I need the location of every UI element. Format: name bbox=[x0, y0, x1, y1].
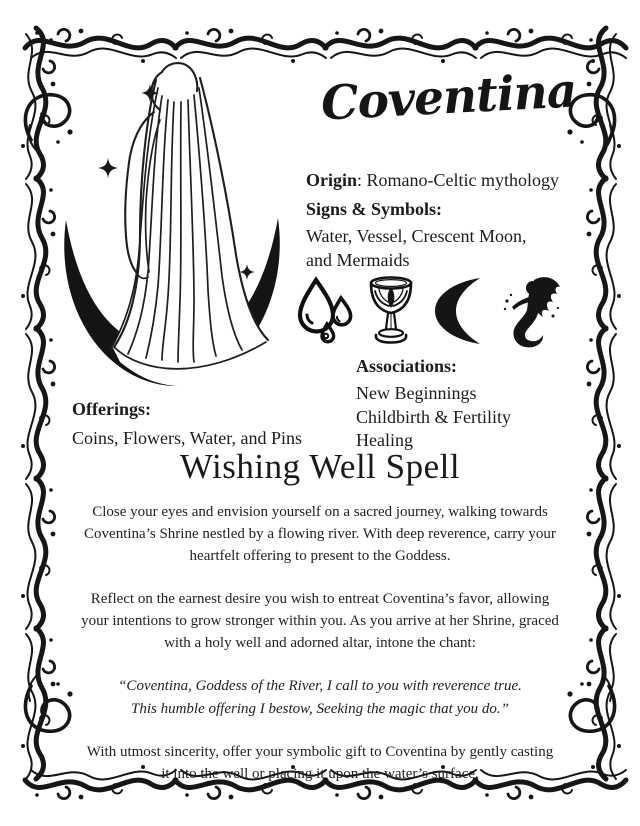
offerings-heading: Offerings: bbox=[72, 399, 151, 419]
signs-symbols-line: and Mermaids bbox=[306, 250, 410, 270]
origin-label: Origin bbox=[306, 170, 358, 190]
spell-paragraph: Reflect on the earnest desire you wish to entreat Coventina’s favor, allowing your intentions to grow stronger within you. As you arrive at her Shrine, graced with a holy well and adorned altar, intone the chant: bbox=[81, 591, 559, 652]
title-block bbox=[298, 50, 600, 144]
spell-chant-line: This humble offering I bestow, Seeking the magic that you do.” bbox=[130, 700, 509, 717]
spell-paragraph: Close your eyes and envision yourself on a sacred journey, walking towards Coventina’s Shrine nestled by a flowing river. With deep reverence, carry your heartfelt offering to present to the Goddess. bbox=[84, 504, 556, 565]
offerings-block bbox=[72, 397, 302, 450]
spell-paragraph: With utmost sincerity, offer your symbolic gift to Coventina by gently casting it into the well or placing it upon the water’s surface. bbox=[86, 744, 554, 783]
origin-value: Romano-Celtic mythology bbox=[366, 170, 560, 190]
spell-section bbox=[0, 447, 640, 785]
spell-title: Wishing Well Spell bbox=[179, 447, 461, 486]
signs-symbols-heading: Signs & Symbols: bbox=[306, 199, 443, 219]
mermaid-icon bbox=[498, 274, 564, 348]
crescent-moon-icon bbox=[427, 274, 493, 348]
symbol-icons-row bbox=[293, 274, 564, 348]
association-item: Childbirth & Fertility bbox=[356, 406, 512, 427]
signs-symbols-block bbox=[306, 197, 526, 272]
associations-block bbox=[356, 353, 511, 453]
spell-chant-line: “Coventina, Goddess of the River, I call to you with reverence true. bbox=[118, 678, 522, 695]
origin-line bbox=[306, 168, 559, 192]
deity-title: Coventina bbox=[320, 62, 578, 132]
association-item: Healing bbox=[356, 430, 413, 450]
association-item: New Beginnings bbox=[356, 383, 477, 403]
associations-heading: Associations: bbox=[356, 356, 458, 376]
signs-symbols-line: Water, Vessel, Crescent Moon, bbox=[306, 226, 527, 246]
origin-separator: : bbox=[357, 170, 367, 190]
water-drops-icon bbox=[293, 274, 355, 348]
chalice-icon bbox=[360, 274, 422, 348]
offerings-text: Coins, Flowers, Water, and Pins bbox=[72, 428, 302, 448]
spell-chant bbox=[70, 675, 570, 720]
goddess-crescent-illustration bbox=[50, 50, 302, 404]
